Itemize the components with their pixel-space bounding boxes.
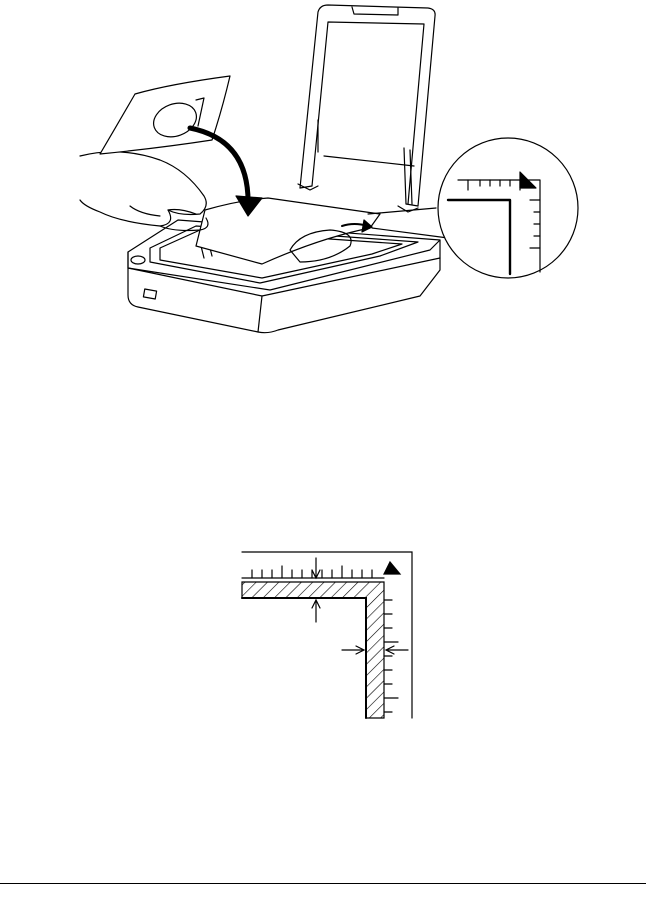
original-photo [100,76,230,154]
corner-alignment-diagram [230,540,430,725]
magnified-corner-callout [438,138,578,278]
document-corner-edge [242,598,366,718]
alignment-triangle-icon [384,562,400,574]
scanner-frame-edge [242,552,412,718]
scanner-illustration [0,0,646,370]
footer-rule [0,883,646,884]
hand-illustration [80,152,208,231]
scanner-lid [298,5,435,212]
